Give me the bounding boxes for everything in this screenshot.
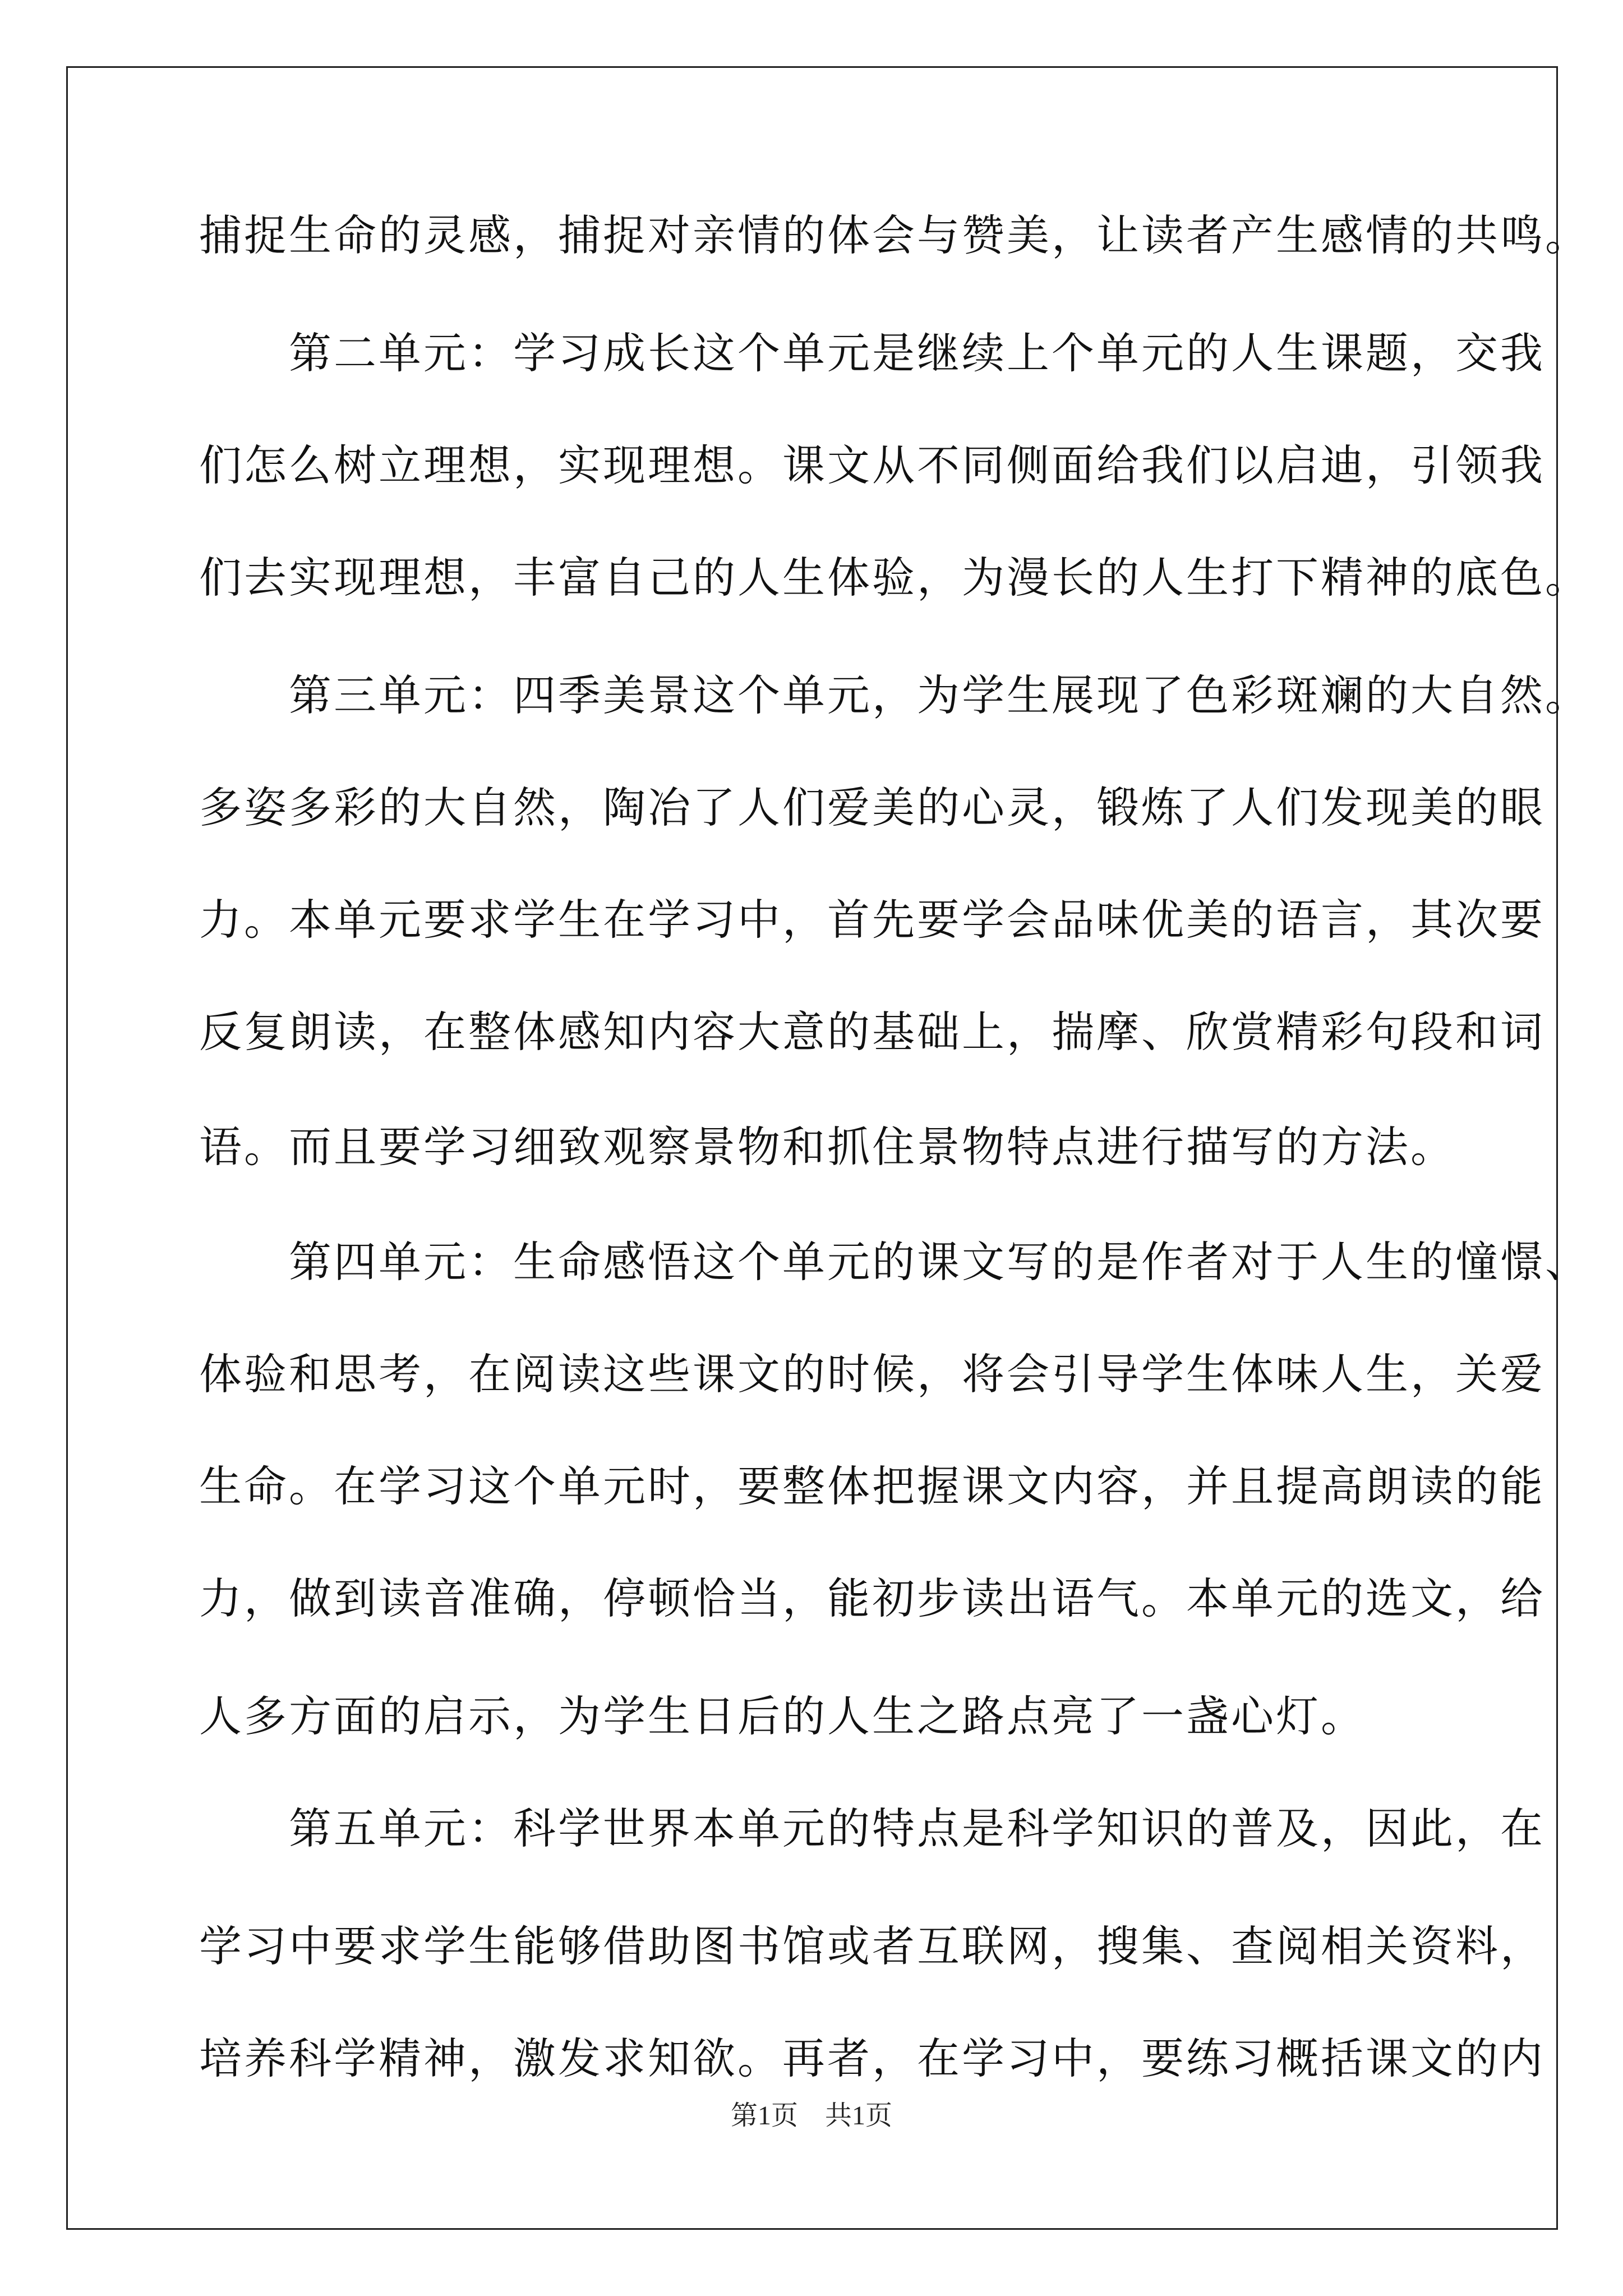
text-line: 反复朗读，在整体感知内容大意的基础上，揣摩、欣赏精彩句段和词 xyxy=(199,1007,1545,1057)
text-line: 第二单元：学习成长这个单元是继续上个单元的人生课题，交我 xyxy=(199,328,1545,378)
text-line: 语。而且要学习细致观察景物和抓住景物特点进行描写的方法。 xyxy=(199,1122,1455,1172)
text-line: 们去实现理想，丰富自己的人生体验，为漫长的人生打下精神的底色。 xyxy=(199,553,1590,602)
text-line: 生命。在学习这个单元时，要整体把握课文内容，并且提高朗读的能 xyxy=(199,1461,1545,1511)
text-line: 多姿多彩的大自然，陶冶了人们爱美的心灵，锻炼了人们发现美的眼 xyxy=(199,783,1545,832)
text-line: 第五单元：科学世界本单元的特点是科学知识的普及，因此，在 xyxy=(199,1803,1545,1853)
text-line: 第三单元：四季美景这个单元，为学生展现了色彩斑斓的大自然。 xyxy=(199,670,1590,720)
text-line: 捕捉生命的灵感，捕捉对亲情的体会与赞美，让读者产生感情的共鸣。 xyxy=(199,210,1590,260)
text-line: 第四单元：生命感悟这个单元的课文写的是作者对于人生的憧憬、 xyxy=(199,1237,1590,1287)
text-line: 们怎么树立理想，实现理想。课文从不同侧面给我们以启迪，引领我 xyxy=(199,440,1545,490)
text-line: 体验和思考，在阅读这些课文的时候，将会引导学生体味人生，关爱 xyxy=(199,1349,1545,1399)
text-line: 学习中要求学生能够借助图书馆或者互联网，搜集、查阅相关资料， xyxy=(199,1921,1545,1971)
text-line: 培养科学精神，激发求知欲。再者，在学习中，要练习概括课文的内 xyxy=(199,2033,1545,2083)
page-number-footer: 第1页 共1页 xyxy=(730,2101,892,2131)
text-line: 力，做到读音准确，停顿恰当，能初步读出语气。本单元的选文，给 xyxy=(199,1573,1545,1623)
text-line: 人多方面的启示，为学生日后的人生之路点亮了一盏心灯。 xyxy=(199,1691,1366,1741)
text-line: 力。本单元要求学生在学习中，首先要学会品味优美的语言，其次要 xyxy=(199,895,1545,945)
